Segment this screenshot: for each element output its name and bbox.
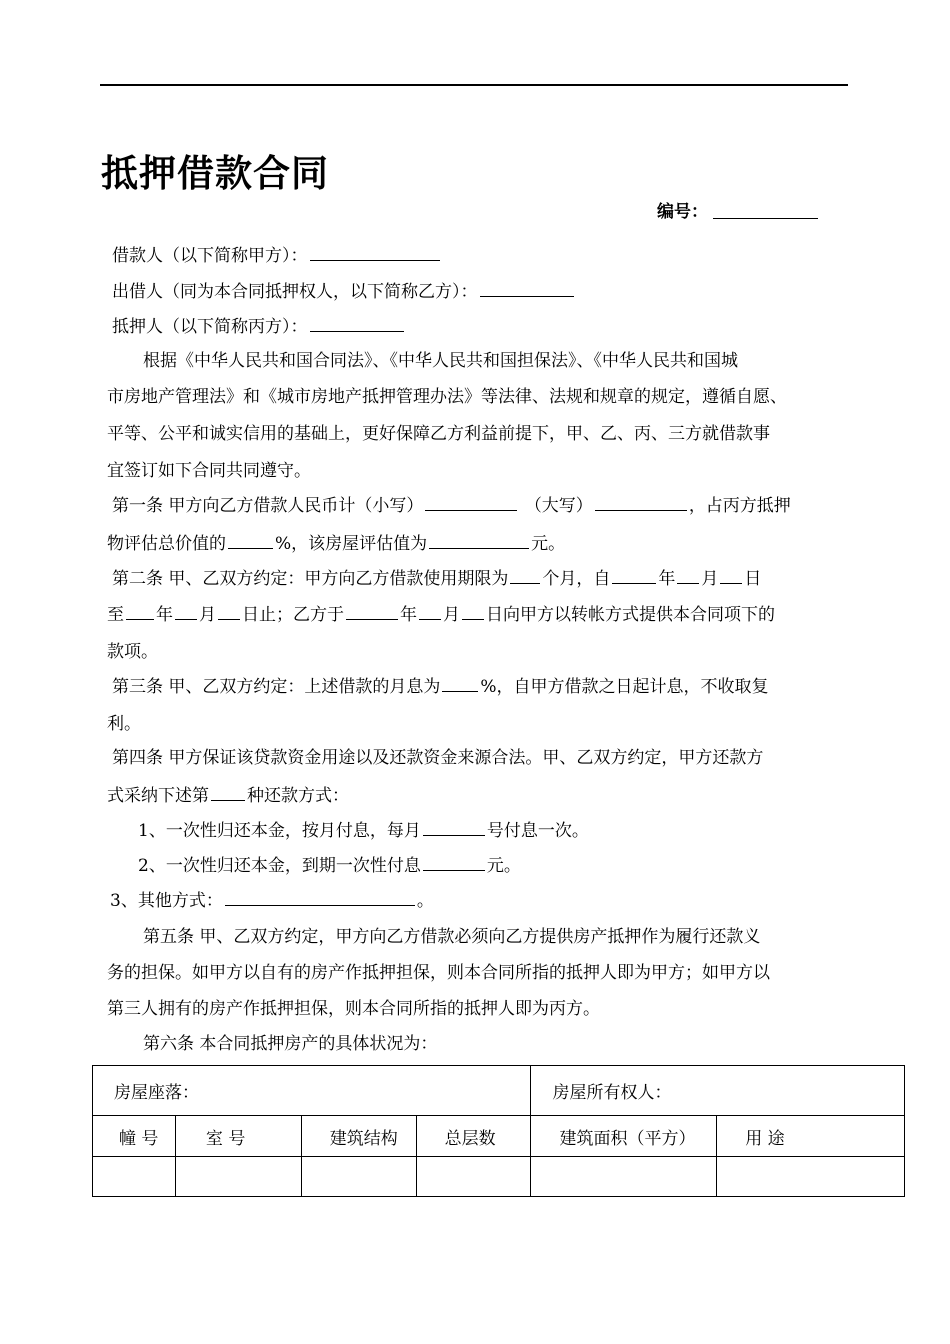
property-owner-label: 房屋所有权人： (552, 1083, 672, 1103)
article-5-line: 第三人拥有的房产作抵押担保，则本合同所指的抵押人即为丙方。 (107, 999, 600, 1019)
article-3-line (112, 675, 769, 699)
art2-text: 日向甲方以转帐方式提供本合同项下的 (486, 605, 775, 625)
art4-text: 式采纳下述第 (107, 786, 209, 806)
disburse-month-field[interactable] (419, 603, 441, 620)
appraisal-value-field[interactable] (429, 532, 529, 549)
article-5-line: 第五条 甲、乙双方约定，甲方向乙方借款必须向乙方提供房产抵押作为履行还款义 (143, 927, 761, 947)
other-method-field[interactable] (225, 889, 415, 906)
amount-words-field[interactable] (595, 494, 687, 511)
art1-text: ，占丙方抵押 (688, 496, 791, 516)
percentage-field[interactable] (228, 532, 273, 549)
option-text: 2、一次性归还本金，到期一次性付息 (138, 856, 421, 876)
table-row (93, 1157, 905, 1197)
column-header: 建筑面积（平方） (531, 1116, 717, 1157)
article-2-line (107, 603, 775, 627)
property-location-cell[interactable] (93, 1066, 531, 1116)
column-header: 总层数 (416, 1116, 531, 1157)
disburse-day-field[interactable] (462, 603, 484, 620)
lump-interest-field[interactable] (423, 854, 485, 871)
column-header: 室 号 (175, 1116, 301, 1157)
preamble-line: 市房地产管理法》和《城市房地产抵押管理办法》等法律、法规和规章的规定，遵循自愿、 (107, 387, 787, 407)
art2-text: 月 (199, 605, 216, 625)
column-header: 建筑结构 (301, 1116, 416, 1157)
amount-figure-field[interactable] (425, 494, 517, 511)
option-text: 。 (416, 891, 434, 911)
art2-text: 月 (443, 605, 460, 625)
article-2-line: 款项。 (107, 642, 158, 662)
art2-text: 年 (400, 605, 417, 625)
art1-text: %，该房屋评估值为 (275, 534, 428, 554)
table-cell[interactable] (301, 1157, 416, 1197)
art1-text: 元。 (531, 534, 566, 554)
repayment-option-2 (138, 854, 521, 878)
art2-text: 日 (744, 569, 762, 589)
start-month-field[interactable] (677, 567, 699, 584)
table-cell[interactable] (175, 1157, 301, 1197)
preamble-line: 平等、公平和诚实信用的基础上，更好保障乙方利益前提下，甲、乙、丙、三方就借款事 (107, 424, 770, 444)
art1-text: 第一条 甲方向乙方借款人民币计（小写） (112, 496, 424, 516)
art1-text: 物评估总价值的 (107, 534, 226, 554)
table-row (93, 1066, 905, 1116)
column-header: 用 途 (717, 1116, 905, 1157)
mortgagor-field[interactable] (310, 315, 404, 332)
start-year-field[interactable] (612, 567, 656, 584)
preamble-line: 根据《中华人民共和国合同法》、《中华人民共和国担保法》、《中华人民共和国城 (143, 351, 738, 371)
end-month-field[interactable] (175, 603, 197, 620)
lender-label: 出借人（同为本合同抵押权人，以下简称乙方）： (112, 282, 478, 302)
article-4-line (107, 784, 349, 808)
end-year-field[interactable] (126, 603, 154, 620)
option-text: 3、其他方式： (110, 891, 223, 911)
table-cell[interactable] (717, 1157, 905, 1197)
property-owner-cell[interactable] (531, 1066, 905, 1116)
start-day-field[interactable] (720, 567, 742, 584)
contract-no-field[interactable] (713, 218, 818, 219)
table-cell[interactable] (531, 1157, 717, 1197)
lender-line (112, 280, 576, 304)
borrower-label: 借款人（以下简称甲方）： (112, 246, 308, 266)
art2-text: 月 (701, 569, 719, 589)
art3-text: %，自甲方借款之日起计息，不收取复 (480, 677, 769, 697)
column-header: 幢 号 (93, 1116, 176, 1157)
borrower-field[interactable] (310, 244, 440, 261)
repayment-method-field[interactable] (211, 784, 245, 801)
art2-text: 年 (658, 569, 676, 589)
article-2-line (112, 567, 761, 591)
art2-text: 至 (107, 605, 124, 625)
option-text: 号付息一次。 (486, 821, 589, 841)
repayment-option-3 (110, 889, 434, 913)
art2-text: 日止；乙方于 (242, 605, 344, 625)
art3-text: 第三条 甲、乙双方约定：上述借款的月息为 (112, 677, 441, 697)
mortgagor-label: 抵押人（以下简称丙方）： (112, 317, 308, 337)
art2-text: 个月，自 (542, 569, 611, 589)
contract-no-label: 编号： (657, 202, 708, 222)
contract-title: 抵押借款合同 (101, 152, 329, 195)
repayment-option-1 (138, 819, 589, 843)
article-1-line (112, 494, 791, 518)
property-location-label: 房屋座落： (114, 1083, 199, 1103)
borrower-line (112, 244, 442, 268)
art1-text: （大写） (524, 496, 593, 516)
table-cell[interactable] (416, 1157, 531, 1197)
option-text: 1、一次性归还本金，按月付息，每月 (138, 821, 421, 841)
table-header-row (93, 1116, 905, 1157)
article-4-line: 第四条 甲方保证该贷款资金用途以及还款资金来源合法。甲、乙双方约定，甲方还款方 (112, 748, 764, 768)
art2-text: 年 (156, 605, 173, 625)
interest-day-field[interactable] (423, 819, 485, 836)
disburse-year-field[interactable] (346, 603, 398, 620)
article-5-line: 务的担保。如甲方以自有的房产作抵押担保，则本合同所指的抵押人即为甲方；如甲方以 (107, 963, 770, 983)
preamble-line: 宜签订如下合同共同遵守。 (107, 461, 311, 481)
header-rule (100, 84, 848, 86)
article-6-line: 第六条 本合同抵押房产的具体状况为： (143, 1034, 438, 1054)
lender-field[interactable] (480, 280, 574, 297)
property-table (92, 1065, 905, 1197)
art2-text: 第二条 甲、乙双方约定：甲方向乙方借款使用期限为 (112, 569, 509, 589)
article-1-line (107, 532, 565, 556)
monthly-interest-field[interactable] (442, 675, 478, 692)
end-day-field[interactable] (218, 603, 240, 620)
option-text: 元。 (486, 856, 521, 876)
art4-text: 种还款方式： (247, 786, 349, 806)
article-3-line: 利。 (107, 714, 141, 734)
table-cell[interactable] (93, 1157, 176, 1197)
mortgagor-line (112, 315, 406, 339)
term-months-field[interactable] (510, 567, 540, 584)
